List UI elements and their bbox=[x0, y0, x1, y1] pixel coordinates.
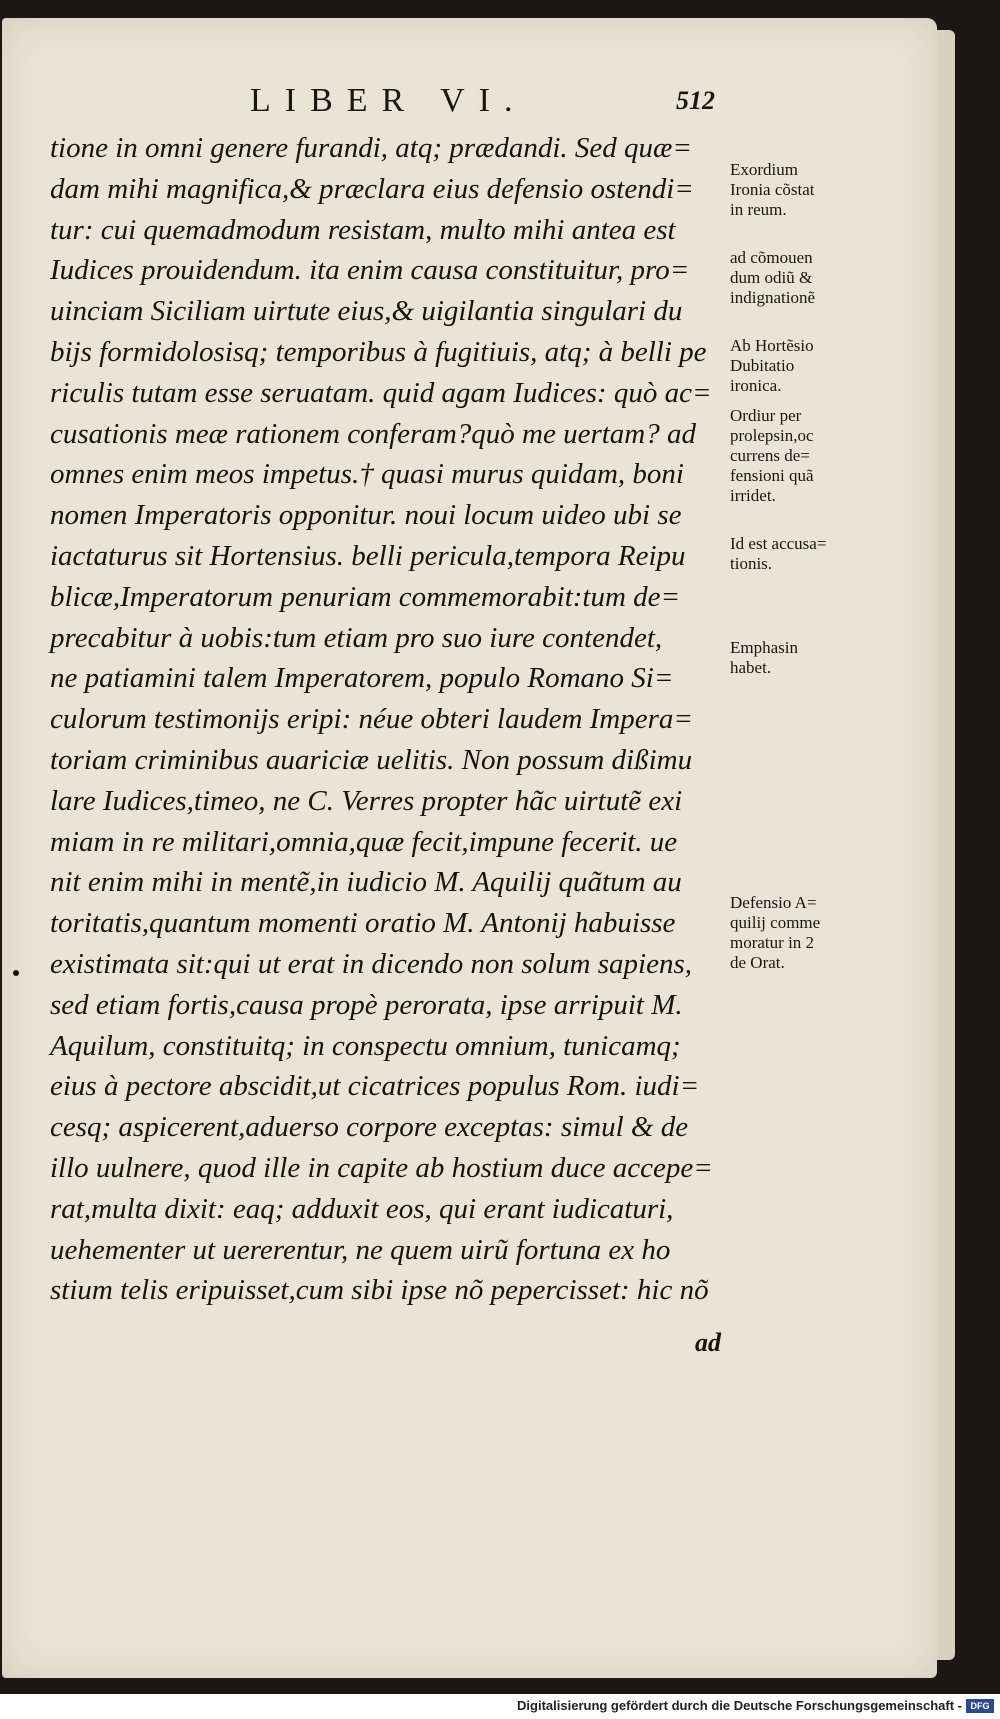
text-line: uehementer ut uererentur, ne quem uirũ fortuna ex ho bbox=[50, 1233, 671, 1266]
marginal-note bbox=[730, 336, 930, 396]
text-line: omnes enim meos impetus.† quasi murus quidam, boni bbox=[50, 458, 684, 491]
margin-dot-mark bbox=[13, 970, 19, 976]
marginal-note bbox=[730, 893, 930, 973]
marginal-note bbox=[730, 160, 930, 220]
text-line: miam in re militari,omnia,quæ fecit,impune fecerit. ue bbox=[50, 825, 678, 858]
marginal-note-line: indignationẽ bbox=[730, 288, 815, 307]
text-line: sed etiam fortis,causa propè perorata, ipse arripuit M. bbox=[50, 988, 683, 1021]
marginal-note bbox=[730, 638, 930, 678]
dfg-logo: DFG bbox=[966, 1699, 994, 1713]
marginal-note bbox=[730, 534, 930, 574]
marginal-note-line: tionis. bbox=[730, 554, 773, 573]
marginal-note-line: dum odiũ & bbox=[730, 268, 813, 287]
marginal-note-line: Dubitatio bbox=[730, 356, 795, 375]
marginal-note-line: currens de= bbox=[730, 446, 810, 465]
footer-credit: Digitalisierung gefördert durch die Deutsche Forschungsgemeinschaft - bbox=[517, 1698, 962, 1713]
text-line: blicæ,Imperatorum penuriam commemorabit:tum de= bbox=[50, 580, 681, 613]
text-line: tione in omni genere furandi, atq; prædandi. Sed quæ= bbox=[50, 132, 692, 164]
text-line: uinciam Siciliam uirtute eius,& uigilantia singulari du bbox=[50, 295, 683, 328]
marginal-note-line: ironica. bbox=[730, 376, 782, 395]
marginal-note-line: moratur in 2 bbox=[730, 933, 815, 952]
text-line: tur: cui quemadmodum resistam, multo mihi antea est bbox=[50, 213, 676, 246]
marginal-note-line: prolepsin,oc bbox=[730, 426, 814, 445]
text-line: dam mihi magnifica,& præclara eius defensio ostendi= bbox=[50, 172, 694, 205]
text-line: Aquilum, constituitq; in conspectu omnium, tunicamq; bbox=[50, 1029, 681, 1062]
marginal-note-line: in reum. bbox=[730, 200, 787, 219]
text-line: ne patiamini talem Imperatorem, populo Romano Si= bbox=[50, 662, 674, 695]
text-line: eius à pectore abscidit,ut cicatrices populus Rom. iudi= bbox=[50, 1070, 700, 1103]
running-head: LIBER VI. bbox=[250, 82, 527, 119]
main-text-block bbox=[50, 128, 730, 1311]
marginal-note-line: de Orat. bbox=[730, 953, 785, 972]
marginal-note-line: Ironia cõstat bbox=[730, 180, 815, 199]
text-line: nomen Imperatoris opponitur. noui locum uideo ubi se bbox=[50, 499, 682, 532]
text-line: lare Iudices,timeo, ne C. Verres propter hãc uirtutẽ exi bbox=[50, 784, 683, 817]
marginal-note-line: fensioni quã bbox=[730, 466, 814, 485]
marginal-note-line: Id est accusa= bbox=[730, 534, 827, 553]
marginal-note bbox=[730, 248, 930, 308]
text-line: precabitur à uobis:tum etiam pro suo iure contendet, bbox=[50, 621, 663, 654]
text-line: riculis tutam esse seruatam. quid agam Iudices: quò ac= bbox=[50, 376, 712, 409]
marginal-note-line: ad cõmouen bbox=[730, 248, 813, 267]
text-line: culorum testimonijs eripi: néue obteri laudem Impera= bbox=[50, 703, 693, 736]
text-line: nit enim mihi in mentẽ,in iudicio M. Aquilij quãtum au bbox=[50, 866, 682, 899]
text-line: iactaturus sit Hortensius. belli pericula,tempora Reipu bbox=[50, 539, 686, 572]
text-line: bijs formidolosisq; temporibus à fugitiuis, atq; à belli pe bbox=[50, 335, 707, 368]
marginal-note-line: quilij comme bbox=[730, 913, 821, 932]
marginal-note-line: Exordium bbox=[730, 160, 798, 179]
text-line: cusationis meæ rationem conferam?quò me uertam? ad bbox=[50, 417, 696, 450]
marginal-note-line: Defensio A= bbox=[730, 893, 817, 912]
text-line: rat,multa dixit: eaq; adduxit eos, qui erant iudicaturi, bbox=[50, 1192, 674, 1225]
text-line: toritatis,quantum momenti oratio M. Antonij habuisse bbox=[50, 907, 676, 940]
text-line: cesq; aspicerent,aduerso corpore exceptas: simul & de bbox=[50, 1111, 689, 1144]
text-line: illo uulnere, quod ille in capite ab hostium duce accepe= bbox=[50, 1151, 713, 1184]
page-number: 512 bbox=[676, 86, 715, 115]
text-line: existimata sit:qui ut erat in dicendo non solum sapiens, bbox=[50, 947, 692, 980]
catchword: ad bbox=[695, 1328, 721, 1357]
page-edge bbox=[937, 30, 955, 1660]
marginal-note bbox=[730, 406, 930, 506]
text-line: stium telis eripuisset,cum sibi ipse nõ pepercisset: hic nõ bbox=[50, 1274, 709, 1307]
marginal-note-line: habet. bbox=[730, 658, 772, 677]
marginal-note-line: irridet. bbox=[730, 486, 776, 505]
text-line: Iudices prouidendum. ita enim causa constituitur, pro= bbox=[50, 254, 690, 287]
text-line: toriam criminibus auariciæ uelitis. Non possum dißimu bbox=[50, 743, 693, 776]
marginal-note-line: Ordiur per bbox=[730, 406, 802, 425]
marginal-note-line: Ab Hortẽsio bbox=[730, 336, 814, 355]
marginal-note-line: Emphasin bbox=[730, 638, 798, 657]
